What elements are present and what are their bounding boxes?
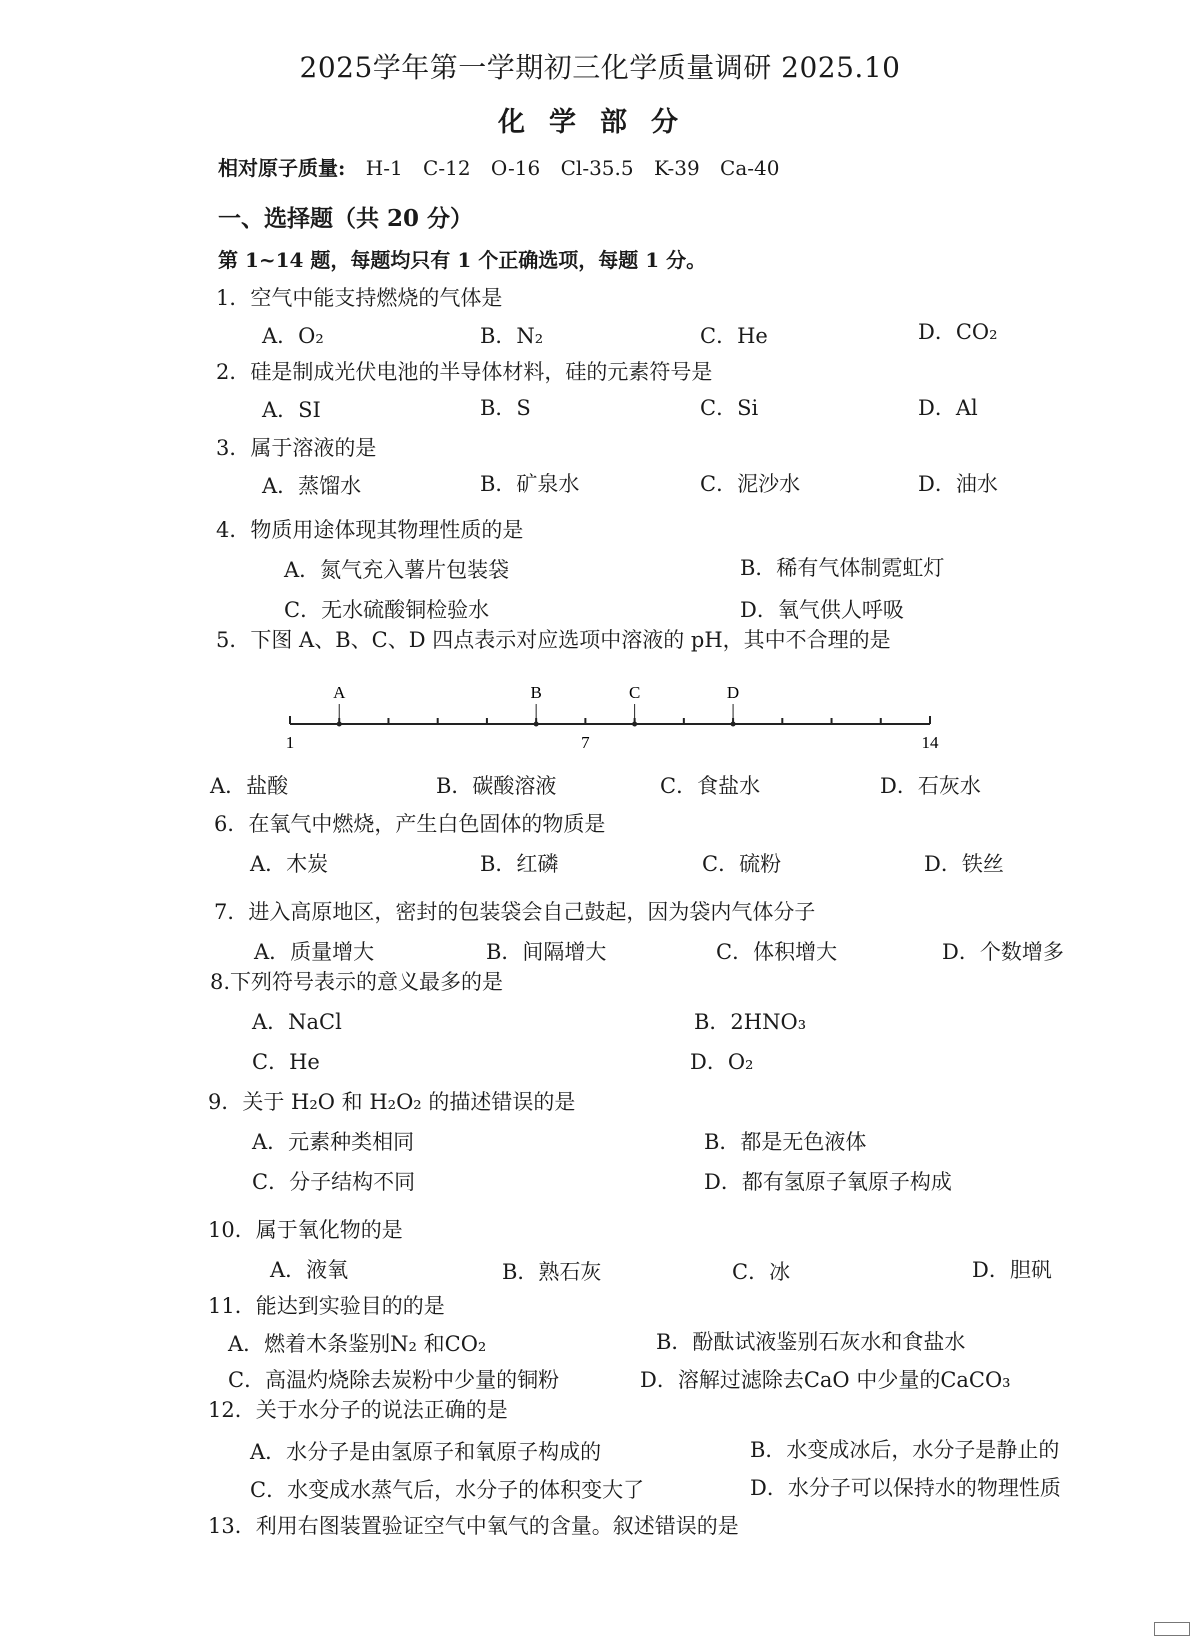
q11-option-b: B．酚酞试液鉴别石灰水和食盐水 (656, 1330, 966, 1354)
q8-option-b: B．2HNO₃ (694, 1010, 807, 1034)
ph-point-label: D (726, 683, 740, 702)
q11-option-d: D．溶解过滤除去CaO 中少量的CaCO₃ (640, 1368, 1011, 1392)
question-2-stem: 2．硅是制成光伏电池的半导体材料，硅的元素符号是 (216, 360, 713, 384)
q10-option-c: C．冰 (732, 1260, 791, 1284)
q4-option-b: B．稀有气体制霓虹灯 (740, 556, 945, 580)
q8-option-d: D．O₂ (690, 1050, 754, 1074)
q4-option-c: C．无水硫酸铜检验水 (284, 598, 490, 622)
q12-option-c: C．水变成水蒸气后，水分子的体积变大了 (250, 1478, 645, 1502)
question-11-stem: 11．能达到实验目的的是 (208, 1294, 445, 1318)
ph-min-label: 1 (285, 733, 295, 750)
question-10-stem: 10．属于氧化物的是 (208, 1218, 403, 1242)
q12-option-b: B．水变成冰后，水分子是静止的 (750, 1438, 1060, 1462)
question-5-stem: 5．下图 A、B、C、D 四点表示对应选项中溶液的 pH，其中不合理的是 (216, 628, 891, 652)
q7-option-c: C．体积增大 (716, 940, 838, 964)
q7-option-b: B．间隔增大 (486, 940, 607, 964)
ph-max-label: 14 (921, 733, 939, 750)
q6-option-b: B．红磷 (480, 852, 559, 876)
q10-option-a: A．液氧 (270, 1258, 349, 1282)
q3-option-a: A．蒸馏水 (262, 474, 362, 498)
atomic-mass-item: Cl-35.5 (560, 156, 634, 180)
q3-option-c: C．泥沙水 (700, 472, 801, 496)
q5-option-d: D．石灰水 (880, 774, 981, 798)
q11-option-c: C．高温灼烧除去炭粉中少量的铜粉 (228, 1368, 560, 1392)
atomic-masses-line (218, 152, 793, 181)
question-12-stem: 12．关于水分子的说法正确的是 (208, 1398, 508, 1422)
q2-option-b: B．S (480, 396, 531, 420)
q2-option-d: D．Al (918, 396, 978, 420)
q2-option-c: C．Si (700, 396, 759, 420)
atomic-mass-item: H-1 (365, 156, 403, 180)
ph-scale-diagram (280, 680, 940, 750)
question-9-stem: 9．关于 H₂O 和 H₂O₂ 的描述错误的是 (208, 1090, 576, 1114)
q10-option-b: B．熟石灰 (502, 1260, 602, 1284)
page-title: 2025学年第一学期初三化学质量调研 2025.10 (299, 51, 901, 84)
q4-option-d: D．氧气供人呼吸 (740, 598, 904, 622)
atomic-mass-label: 相对原子质量: (218, 156, 346, 180)
q6-option-d: D．铁丝 (924, 852, 1004, 876)
q2-option-a: A．SI (262, 398, 321, 422)
q5-option-b: B．碳酸溶液 (436, 774, 557, 798)
q9-option-c: C．分子结构不同 (252, 1170, 416, 1194)
atomic-mass-item: Ca-40 (720, 156, 780, 180)
q6-option-a: A．木炭 (250, 852, 329, 876)
watermark-logo (1154, 1622, 1190, 1636)
section-instruction: 第 1~14 题，每题均只有 1 个正确选项，每题 1 分。 (218, 248, 707, 272)
section-title: 一、选择题（共 20 分） (218, 205, 474, 232)
q12-option-a: A．水分子是由氢原子和氧原子构成的 (250, 1440, 602, 1464)
question-13-stem: 13．利用右图装置验证空气中氧气的含量。叙述错误的是 (208, 1514, 739, 1538)
q9-option-a: A．元素种类相同 (252, 1130, 415, 1154)
q1-option-d: D．CO₂ (918, 320, 998, 344)
ph-point-label: B (530, 683, 542, 702)
q6-option-c: C．硫粉 (702, 852, 782, 876)
ph-point-label: C (628, 683, 641, 702)
atomic-mass-item: C-12 (423, 156, 471, 180)
question-3-stem: 3．属于溶液的是 (216, 436, 377, 460)
ph-mid-label: 7 (581, 733, 590, 750)
question-1-stem: 1．空气中能支持燃烧的气体是 (216, 286, 503, 310)
q3-option-b: B．矿泉水 (480, 472, 580, 496)
q1-option-b: B．N₂ (480, 324, 544, 348)
q12-option-d: D．水分子可以保持水的物理性质 (750, 1476, 1061, 1500)
q7-option-a: A．质量增大 (254, 940, 375, 964)
question-8-stem: 8.下列符号表示的意义最多的是 (210, 970, 504, 994)
q3-option-d: D．油水 (918, 472, 998, 496)
q7-option-d: D．个数增多 (942, 940, 1064, 964)
q8-option-c: C．He (252, 1050, 320, 1074)
q11-option-a: A．燃着木条鉴别N₂ 和CO₂ (228, 1332, 487, 1356)
atomic-mass-item: O-16 (490, 156, 541, 180)
question-4-stem: 4．物质用途体现其物理性质的是 (216, 518, 524, 542)
ph-point-label: A (333, 683, 346, 702)
question-7-stem: 7．进入高原地区，密封的包装袋会自己鼓起，因为袋内气体分子 (214, 900, 816, 924)
q8-option-a: A．NaCl (252, 1010, 342, 1034)
q9-option-b: B．都是无色液体 (704, 1130, 867, 1154)
q1-option-a: A．O₂ (262, 324, 324, 348)
atomic-mass-item: K-39 (653, 156, 700, 180)
q9-option-d: D．都有氢原子氧原子构成 (704, 1170, 952, 1194)
q5-option-a: A．盐酸 (210, 774, 289, 798)
page-subtitle: 化学部分 (498, 107, 702, 138)
q5-option-c: C．食盐水 (660, 774, 761, 798)
question-6-stem: 6．在氧气中燃烧，产生白色固体的物质是 (214, 812, 606, 836)
q1-option-c: C．He (700, 324, 768, 348)
q10-option-d: D．胆矾 (972, 1258, 1052, 1282)
q4-option-a: A．氮气充入薯片包装袋 (284, 558, 510, 582)
